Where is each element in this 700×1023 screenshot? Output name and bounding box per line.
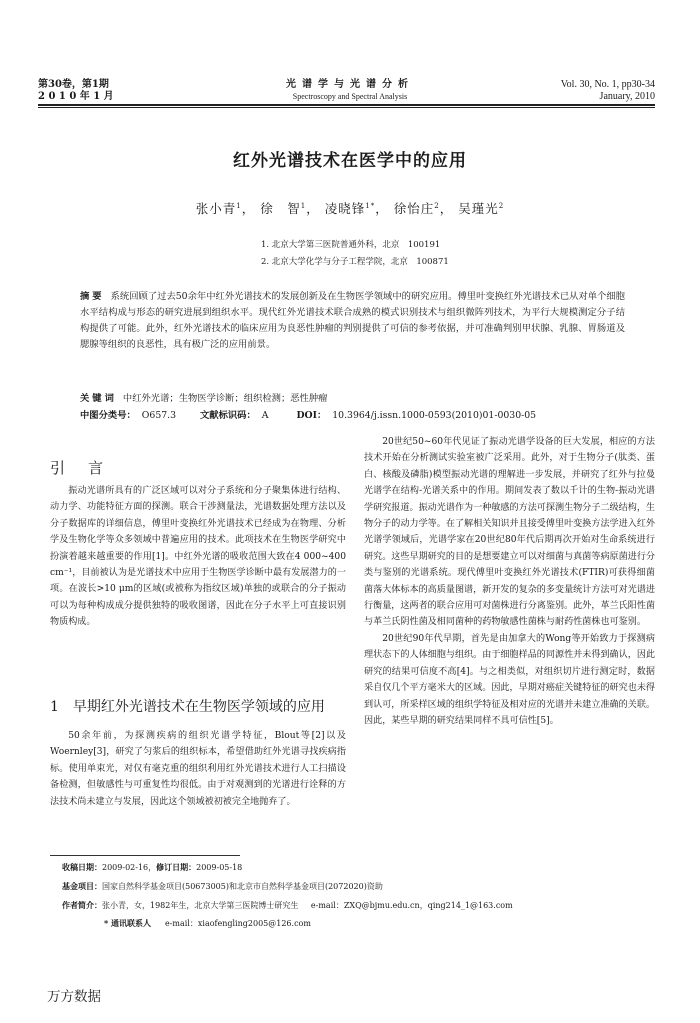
doi-value: 10.3964/j.issn.1000-0593(2010)01-0030-05 <box>332 410 537 421</box>
author-bio-label: 作者简介： <box>62 900 102 910</box>
affiliation-2: 2. 北京大学化学与分子工程学院，北京 100871 <box>261 257 449 267</box>
right-paragraph-1: 20世纪50~60年代见证了振动光谱学设备的巨大发展，相应的方法技术开始在分析测试实验室被广泛采用。此外，对于生物分子(肽类、蛋白、核酸及磷脂)模型振动光谱的理解进一步发展，并研究了红外与拉曼光谱学在结构-光谱关系中的作用。期间发表了数以千计的生物-振动光谱学研究报道。振动光谱作为一种敏感的方法可探测生物分子二级结构，生物分子的动力学等。在了解相关知识并且接受傅里叶变换方法学进入红外光谱学领域后，光谱学家在20世纪80年代后期再次开始对生命系统进行研究。这些早期研究的目的是想要建立可以对细菌与真菌等病原菌进行分类与鉴别的光谱系统。现代傅里叶变换红外光谱技术(FTIR)可获得细菌菌落大体标本的高质量图谱，新开发的复杂的多变量统计方法可对光谱进行衡量，这两者的联合应用可对菌株进行分离鉴别。此外，革兰氏阳性菌与革兰氏阴性菌及相同菌种的药物敏感性菌株与耐药性菌株也可鉴别。 <box>364 437 656 628</box>
doc-code-value: A <box>261 410 269 421</box>
keywords-label: 关键词 <box>80 393 117 404</box>
footnote-author <box>62 897 513 914</box>
revised-date: 2009-05-18 <box>196 863 243 872</box>
received-date: 2009-02-16， <box>102 863 157 872</box>
right-column-body <box>364 434 655 729</box>
header-rule <box>38 104 655 108</box>
wanfang-watermark: 万方数据 <box>47 989 101 1005</box>
volume-issue-cn: 第30卷，第1期 <box>38 79 109 90</box>
section1-paragraph: 50余年前，为探测疾病的组织光谱学特征，Blout等[2]以及Woernley[3]，研究了匀浆后的组织标本，希望借助红外光谱寻找疾病指标。使用单束光，对仅有毫克重的组织利用红外光谱技术进行人工扫描设备检测，但敏感性与可重复性均很低。由于对观测到的光谱进行诠释的方法技术尚未建立与发展，因此这个领域被初被完全地抛弃了。 <box>50 731 346 807</box>
journal-name-cn: 光谱学与光谱分析 <box>286 79 414 90</box>
corresponding-label: * 通讯联系人 <box>104 918 151 928</box>
section1-body <box>50 728 346 810</box>
header-volume-en <box>561 79 655 103</box>
corresponding-email: e-mail：xiaofengling2005@126.com <box>164 919 311 928</box>
clc-label: 中图分类号： <box>80 410 136 421</box>
journal-name-en: Spectroscopy and Spectral Analysis <box>292 92 408 101</box>
intro-paragraph: 振动光谱所具有的广泛区域可以对分子系统和分子聚集体进行结构、动力学、功能特征方面的探测。联合干涉测量法，光谱数据处理方法以及分子数据库的详细信息，傅里叶变换红外光谱技术已经成为在物理、分析学及生物化学等众多领域中普遍应用的技术。此项技术在生物医学研究中扮演着越来越重要的作用[1]。中红外光谱的吸收范围大致在4 000~400 cm⁻¹，目前被认为是光谱技术中应用于生物医学诊断中最有发展潜力的一项。在波长>10 μm的区域(或被称为指纹区域)单独的或联合的分子振动可以为每种构成成分提供独特的吸收图谱，因此在分子水平上可直接识别物质构成。 <box>50 486 346 628</box>
abstract <box>80 289 625 353</box>
footnote-rule <box>50 855 240 856</box>
header-volume-cn <box>38 79 114 103</box>
date-en: January, 2010 <box>599 91 655 102</box>
received-label: 收稿日期： <box>62 862 102 872</box>
author-3: 凌晓锋$^{1*}$， <box>324 201 389 216</box>
author-2: 徐 智$^1$， <box>260 201 320 216</box>
author-bio: 张小青，女，1982年生，北京大学第三医院博士研究生 <box>102 901 299 910</box>
date-cn: 2 0 1 0 年 1 月 <box>38 91 114 102</box>
volume-issue-en: Vol. 30, No. 1, pp30-34 <box>560 79 655 90</box>
author-list <box>0 199 700 217</box>
paper-title: 红外光谱技术在医学中的应用 <box>233 151 467 171</box>
clc-value: O657.3 <box>141 410 177 421</box>
abstract-label: 摘要 <box>80 291 105 302</box>
keywords-text: 中红外光谱；生物医学诊断；组织检测；恶性肿瘤 <box>122 393 328 404</box>
right-paragraph-2: 20世纪90年代早期，首先是由加拿大的Wong等开始致力于探测病理状态下的人体细胞与组织。由于细胞样品的同源性并未得到确认，因此研究的结果可信度不高[4]。与之相类似，对组织切片进行测定时，数据采自仅几个平方毫米大的区域。因此，早期对癌症关键特征的研究也未得到认可，所采样区域的组织学特征及相对应的光谱并未建立准确的关联。因此，某些早期的研究结果同样不具可信性[5]。 <box>364 633 656 726</box>
author-1: 张小青$^1$， <box>195 201 256 216</box>
author-4: 徐怡庄$^2$， <box>393 201 454 216</box>
classification-line <box>80 408 640 424</box>
doc-code-label: 文献标识码： <box>199 410 256 421</box>
journal-name <box>210 79 490 103</box>
doi-label: DOI： <box>296 410 327 421</box>
footnote-fund <box>62 878 383 895</box>
section-heading-intro: 引 言 <box>50 459 108 477</box>
keywords <box>80 391 640 407</box>
fund-text: 国家自然科学基金项目(50673005)和北京市自然科学基金项目(2072020)资助 <box>102 882 383 891</box>
abstract-text: 系统回顾了过去50余年中红外光谱技术的发展创新及在生物医学领域中的研究应用。傅里叶变换红外光谱技术已从对单个细胞水平结构成与形态的研究进展到组织水平。现代红外光谱技术联合成熟的模式识别技术与组织微阵列技术，为平行大规模测定分子结构提供了可能。此外，红外光谱技术的临床应用为良恶性肿瘤的判别提供了可信的参考依据，并可准确判别甲状腺、乳腺、胃肠道及腮腺等组织的良恶性，具有极广泛的应用前景。 <box>80 291 625 350</box>
author-5: 吴瑾光$^2$ <box>458 201 505 216</box>
author-email: e-mail：ZXQ@bjmu.edu.cn，qing214_1@163.com <box>310 901 513 910</box>
affiliation-1: 1. 北京大学第三医院普通外科，北京 100191 <box>261 240 441 250</box>
section-heading-1: 1 早期红外光谱技术在生物医学领域的应用 <box>50 699 325 715</box>
footnote-corresponding <box>104 915 311 932</box>
intro-body <box>50 483 346 631</box>
revised-label: 修订日期： <box>156 862 197 872</box>
fund-label: 基金项目： <box>62 881 102 891</box>
footnote-dates <box>62 859 242 876</box>
